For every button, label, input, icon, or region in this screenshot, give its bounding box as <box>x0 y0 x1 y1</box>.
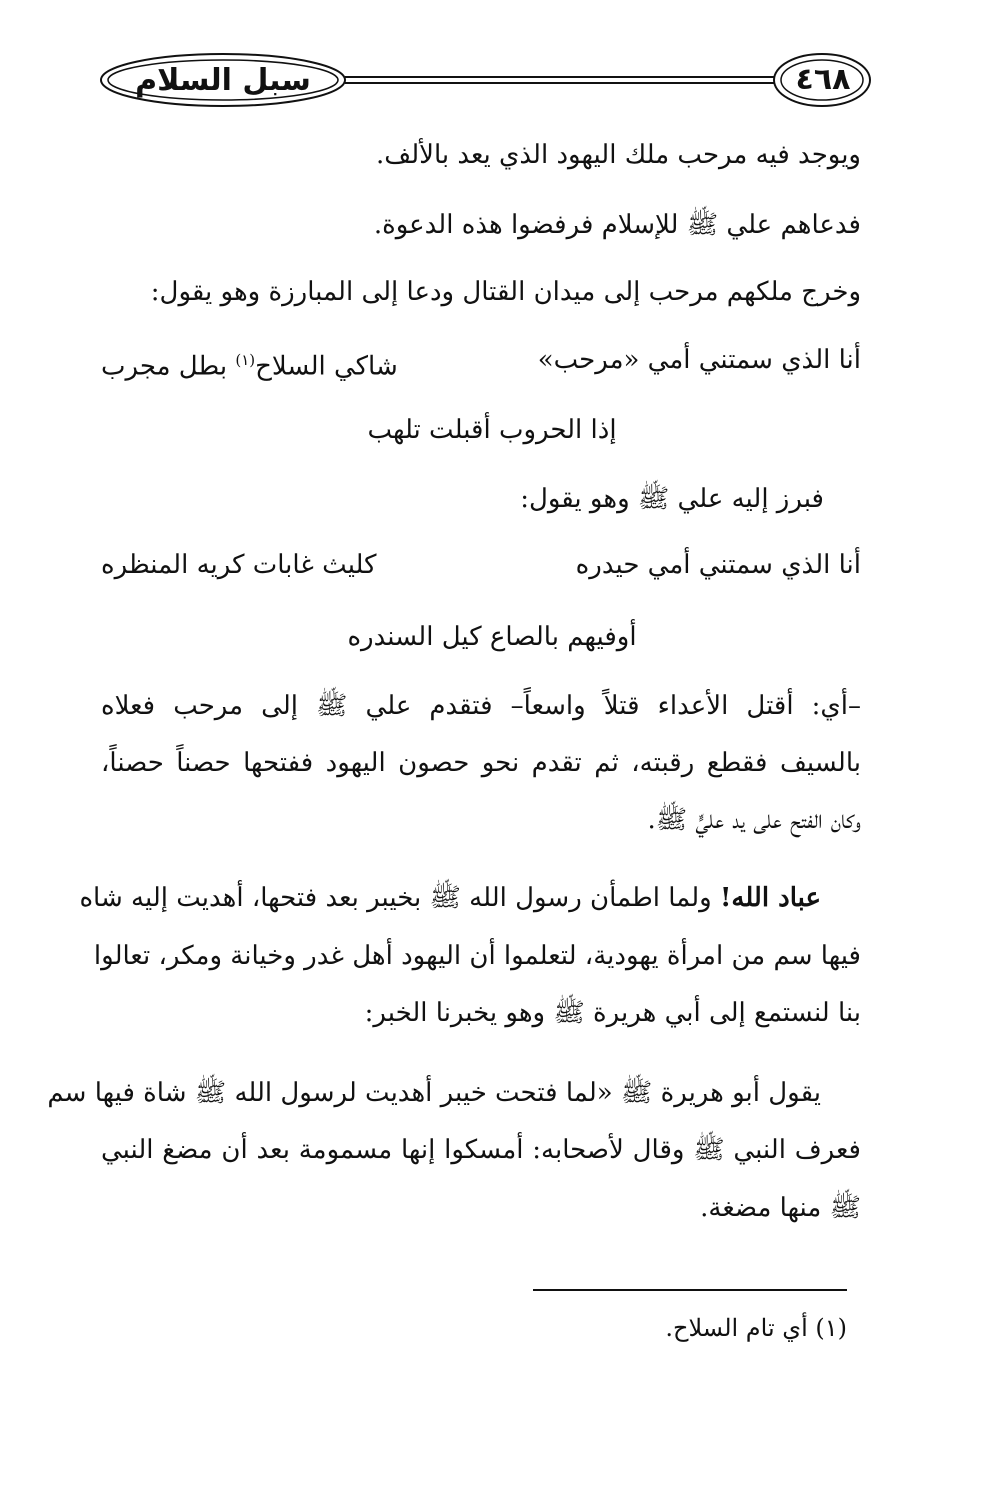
text-line: فدعاهم علي ﷺ للإسلام فرفضوا هذه الدعوة. <box>373 210 861 240</box>
text-line: بالسيف فقطع رقبته، ثم تقدم نحو حصون اليهود ففتحها حصناً حصناً، <box>101 748 861 778</box>
verse-hemistich <box>101 340 398 387</box>
text-line: ﷺ منها مضغة. <box>700 1193 861 1223</box>
footnote-divider <box>533 1289 847 1291</box>
verse-text: شاكي السلاح <box>255 351 398 382</box>
text-line: يقول أبو هريرة ﷺ «لما فتحت خيبر أهديت لرسول الله ﷺ شاة فيها سم <box>47 1078 821 1108</box>
emphasis-text: عباد الله! <box>719 883 821 913</box>
text-line: فعرف النبي ﷺ وقال لأصحابه: أمسكوا إنها مسمومة بعد أن مضغ النبي <box>101 1135 861 1165</box>
verse-line: أوفيهم بالصاع كيل السندره <box>347 622 637 652</box>
text-line: وكان الفتح على يد عليٍّ ﷺ. <box>647 805 861 835</box>
verse-hemistich: كليث غابات كريه المنظره <box>101 550 377 580</box>
text-line: ويوجد فيه مرحب ملك اليهود الذي يعد بالألف. <box>376 140 861 170</box>
verse-text: بطل مجرب <box>101 351 236 382</box>
page-header <box>0 0 984 130</box>
footnote-text: (١) أي تام السلاح. <box>665 1314 847 1342</box>
text-line: بنا لنستمع إلى أبي هريرة ﷺ وهو يخبرنا الخبر: <box>364 998 861 1028</box>
text-line: فيها سم من امرأة يهودية، لتعلموا أن اليهود أهل غدر وخيانة ومكر، تعالوا <box>93 941 861 971</box>
page-number: ٤٦٨ <box>795 61 851 97</box>
running-title: سبل السلام <box>135 62 311 98</box>
text-line <box>79 878 821 918</box>
verse-hemistich: أنا الذي سمتني أمي «مرحب» <box>537 345 861 375</box>
text-run: ولما اطمأن رسول الله ﷺ بخيبر بعد فتحها، أهديت إليه شاه <box>79 883 720 913</box>
footnote-reference: (١) <box>235 351 256 369</box>
text-line: وخرج ملكهم مرحب إلى ميدان القتال ودعا إلى المبارزة وهو يقول: <box>150 277 861 307</box>
text-line: –أي: أقتل الأعداء قتلاً واسعاً– فتقدم علي ﷺ إلى مرحب فعلاه <box>101 691 861 721</box>
text-line: فبرز إليه علي ﷺ وهو يقول: <box>520 484 824 514</box>
verse-hemistich: أنا الذي سمتني أمي حيدره <box>575 550 861 580</box>
verse-line: إذا الحروب أقبلت تلهب <box>367 415 617 445</box>
